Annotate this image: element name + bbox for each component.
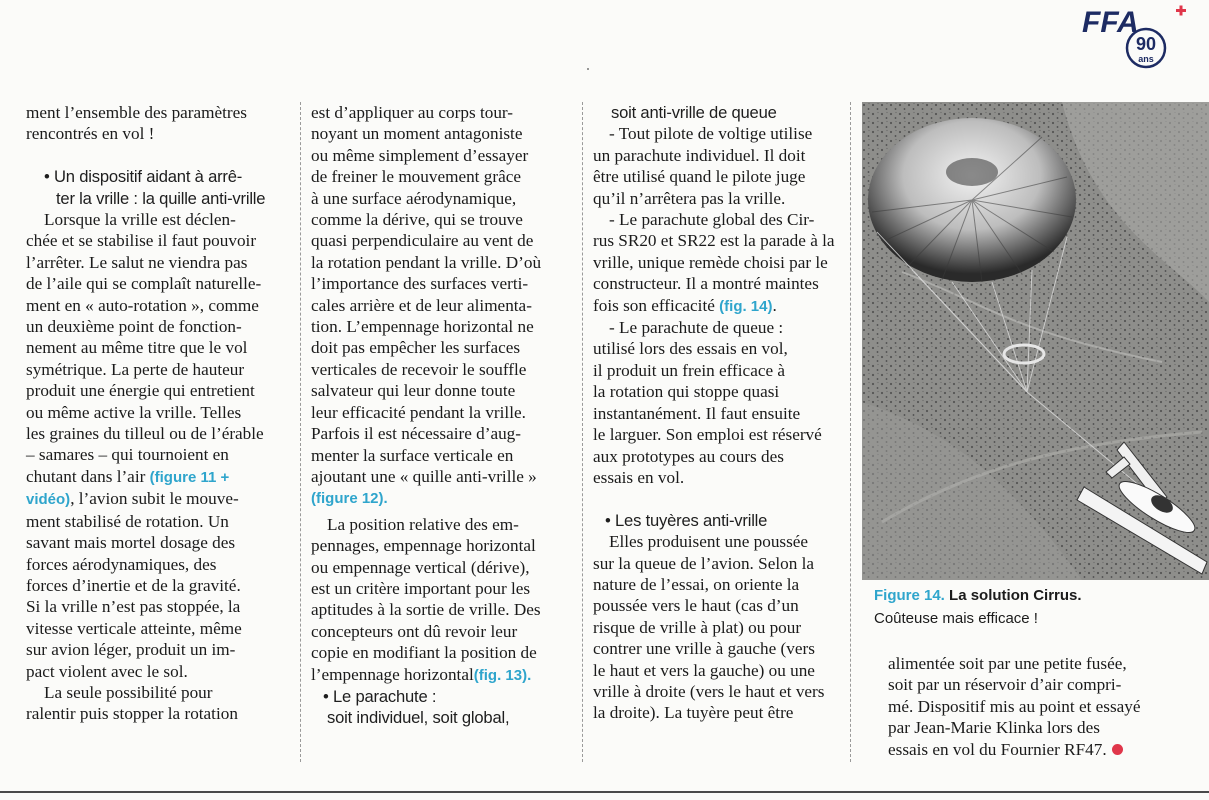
text-line: qu’il n’arrêtera pas la vrille. (593, 188, 786, 208)
page-bottom-rule (0, 791, 1209, 793)
text-line: utilisé lors des essais en vol, (593, 339, 788, 359)
cirrus-parachute-photo (862, 102, 1209, 580)
text-line: ou même simplement d’essayer (311, 145, 529, 165)
figure-caption (874, 584, 1082, 630)
text-line: contrer une vrille à gauche (vers (593, 639, 815, 659)
text-line: ajoutant une « quille anti-vrille » (311, 466, 537, 486)
text-line: rencontrés en vol ! (26, 124, 155, 144)
text-line: - Le parachute de queue : (609, 318, 784, 338)
text-line: risque de vrille à plat) ou pour (593, 617, 802, 637)
text-line: un parachute individuel. Il doit (593, 145, 806, 165)
section-heading: soit individuel, soit global, (327, 708, 510, 728)
text-line: sur la queue de l’avion. Selon la (593, 553, 814, 573)
text-line: noyant un moment antagoniste (311, 124, 523, 144)
text-line: de freiner le mouvement grâce (311, 167, 521, 187)
text-line: un deuxième point de fonction- (26, 317, 242, 337)
section-heading: ter la vrille : la quille anti-vrille (56, 188, 266, 208)
column-separator (582, 102, 583, 762)
text-line: le haut et vers la gauche) ou une (593, 660, 815, 680)
text-line: poussée vers le haut (cas d’un (593, 596, 799, 616)
article-column-3 (593, 102, 835, 724)
text-line: savant mais mortel dosage des (26, 533, 236, 553)
article-column-4-continuation (888, 653, 1141, 760)
text-line: les graines du tilleul ou de l’érable (26, 424, 264, 444)
figure-reference[interactable]: (figure 11 + (149, 468, 230, 486)
text-line: la rotation qui stoppe quasi (593, 382, 780, 402)
text-line: nement au même titre que le vol (26, 338, 248, 358)
text-line: vrille à droite (vers le haut et vers (593, 681, 825, 701)
figure-reference[interactable]: (fig. 13). (473, 666, 532, 684)
text-line: ment stabilisé de rotation. Un (26, 511, 229, 531)
text-line: nature de l’essai, on oriente la (593, 574, 800, 594)
text-line (26, 466, 265, 488)
logo-badge-word: ans (1138, 54, 1154, 64)
caption-line (874, 584, 1082, 607)
text-line: soit par un réservoir d’air compri- (888, 675, 1122, 695)
figure-reference[interactable]: (fig. 14) (719, 297, 773, 315)
text-line: verticales de recevoir le souffle (311, 359, 527, 379)
text-line: Parfois il est nécessaire d’aug- (311, 424, 521, 444)
text-span: . (772, 295, 777, 315)
print-speck (587, 68, 589, 70)
text-line: quasi perpendiculaire au vent de (311, 231, 534, 251)
text-line: Si la vrille n’est pas stoppée, la (26, 597, 241, 617)
text-line: rus SR20 et SR22 est la parade à la (593, 231, 835, 251)
text-line: salvateur qui leur donne toute (311, 381, 516, 401)
text-line: forces aérodynamiques, des (26, 554, 217, 574)
section-heading: soit anti-vrille de queue (611, 103, 777, 122)
text-span: chutant dans l’air (26, 466, 150, 486)
text-line: aptitudes à la sortie de vrille. Des (311, 600, 541, 620)
text-line: La position relative des em- (327, 514, 519, 534)
text-line: ou empennage vertical (dérive), (311, 557, 530, 577)
text-line: ou même active la vrille. Telles (26, 402, 242, 422)
parachute-canopy (868, 118, 1076, 282)
text-line: ment l’ensemble des paramètres (26, 103, 247, 122)
text-line: la rotation pendant la vrille. D’où (311, 252, 542, 272)
text-line: produit une énergie qui entretient (26, 381, 255, 401)
text-span: essais en vol du Fournier RF47. (888, 739, 1107, 759)
text-line: instantanément. Il faut ensuite (593, 403, 801, 423)
text-line: vitesse verticale atteinte, même (26, 618, 242, 638)
text-line: vrille, unique remède choisi par le (593, 252, 828, 272)
text-line: sur avion léger, produit un im- (26, 640, 236, 660)
article-column-1 (26, 102, 265, 725)
text-line: la droite). La tuyère peut être (593, 703, 794, 723)
text-line: doit pas empêcher les surfaces (311, 338, 521, 358)
text-line (888, 739, 1141, 760)
text-line: – samares – qui tournoient en (26, 445, 229, 465)
figure-reference[interactable]: (figure 12). (311, 490, 388, 508)
caption-figure-label: Figure 14. (874, 587, 945, 604)
text-span: fois son efficacité (593, 295, 720, 315)
text-line: aux prototypes au cours des (593, 446, 784, 466)
text-line: alimentée soit par une petite fusée, (888, 654, 1127, 673)
text-line: forces d’inertie et de la gravité. (26, 575, 241, 595)
text-line: est d’appliquer au corps tour- (311, 103, 514, 122)
text-line: ralentir puis stopper la rotation (26, 704, 238, 724)
text-line: est un critère important pour les (311, 578, 531, 598)
text-line: de l’aile qui se complaît naturelle- (26, 274, 262, 294)
text-line: chée et se stabilise il faut pouvoir (26, 231, 257, 251)
section-heading: • Un dispositif aidant à arrê- (44, 167, 243, 187)
logo-ffa-text: FFA (1082, 6, 1139, 39)
text-line: il produit un frein efficace à (593, 360, 785, 380)
text-line: leur efficacité pendant la vrille. (311, 402, 526, 422)
text-line: ment en « auto-rotation », comme (26, 295, 259, 315)
logo-badge-number: 90 (1135, 34, 1157, 54)
caption-title: La solution Cirrus. (949, 587, 1082, 604)
logo-plus-icon (1176, 6, 1186, 16)
column-separator (300, 102, 301, 762)
text-line: concepteurs ont dû revoir leur (311, 621, 518, 641)
text-line: La seule possibilité pour (44, 682, 213, 702)
text-line: menter la surface verticale en (311, 445, 514, 465)
text-line: pennages, empennage horizontal (311, 536, 536, 556)
text-line: le larguer. Son emploi est réservé (593, 425, 822, 445)
section-heading: • Le parachute : (323, 686, 437, 706)
text-line: l’arrêter. Le salut ne viendra pas (26, 252, 248, 272)
column-separator (850, 102, 851, 762)
text-line: - Le parachute global des Cir- (609, 210, 815, 230)
text-line: l’importance des surfaces verti- (311, 274, 529, 294)
text-line: tion. L’empennage horizontal ne (311, 317, 534, 337)
text-line: symétrique. La perte de hauteur (26, 359, 245, 379)
text-line (593, 295, 835, 317)
caption-line: Coûteuse mais efficace ! (874, 610, 1038, 627)
text-line (311, 664, 541, 686)
text-line: être utilisé quand le pilote juge (593, 167, 806, 187)
section-heading: • Les tuyères anti-vrille (605, 510, 768, 530)
text-line: constructeur. Il a montré maintes (593, 274, 819, 294)
text-line: à une surface aérodynamique, (311, 188, 517, 208)
text-line: comme la dérive, qui se trouve (311, 210, 523, 230)
text-line (26, 488, 265, 510)
text-line: essais en vol. (593, 467, 685, 487)
text-line: Lorsque la vrille est déclen- (44, 210, 236, 230)
text-line (311, 487, 541, 509)
text-line: copie en modifiant la position de (311, 643, 537, 663)
article-column-2 (311, 102, 541, 729)
figure-reference[interactable]: vidéo) (26, 491, 71, 509)
text-line: pact violent avec le sol. (26, 661, 188, 681)
ffa-90-ans-logo (1080, 4, 1198, 72)
text-span: , l’avion subit le mouve- (70, 489, 239, 509)
text-line: Elles produisent une poussée (609, 532, 809, 552)
text-line: mé. Dispositif mis au point et essayé (888, 696, 1141, 716)
text-line: - Tout pilote de voltige utilise (609, 124, 813, 144)
text-line: cales arrière et de leur alimenta- (311, 295, 532, 315)
text-line: par Jean-Marie Klinka lors des (888, 718, 1100, 738)
text-span: l’empennage horizontal (311, 664, 474, 684)
end-of-article-dot-icon (1112, 744, 1123, 755)
